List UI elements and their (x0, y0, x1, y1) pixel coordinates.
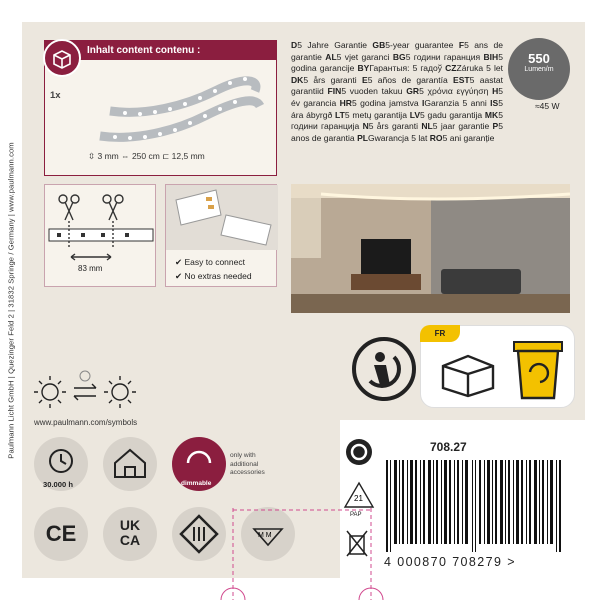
dimensions-label: ⇳ 3 mm ⇔ 250 cm ⊏ 12,5 mm (88, 151, 205, 161)
warranty-code: GB (372, 40, 386, 50)
content-header: Inhalt content contenu : (45, 41, 276, 60)
warranty-phrase: 5 vuoden takuu (341, 86, 407, 97)
symbols-url: www.paulmann.com/symbols (34, 418, 138, 427)
light-switch-icon (32, 370, 142, 412)
warranty-text (291, 40, 503, 144)
barcode (386, 460, 576, 552)
warranty-phrase: 5 vjet garanci (336, 51, 393, 62)
warranty-phrase: 5 anos de garantia (291, 121, 504, 143)
warranty-phrase: 5 χρόνια εγγύηση (419, 86, 493, 97)
warranty-phrase: 5 Jahre Garantie (297, 40, 373, 50)
connect-checklist (175, 255, 252, 283)
package-icon (433, 348, 503, 398)
warranty-code: IS (490, 97, 499, 108)
warranty-phrase: 5 godina jamstva (351, 97, 423, 108)
warranty-phrase: 5 ans de garantie (291, 40, 503, 62)
warranty-code: H (492, 86, 499, 97)
warranty-phrase: Záruka 5 let (456, 63, 503, 74)
warranty-code: N (362, 121, 369, 132)
side-address: Paulmann Licht GmbH | Quezinger Feld 2 | 31832 Springe / Germany | www.paulmann.com (6, 141, 16, 459)
warranty-phrase: 5-year guarantee (385, 40, 459, 50)
warranty-phrase: Gwarancja 5 lat (367, 132, 430, 143)
recycle-bin-icon (510, 336, 566, 402)
dimmable-label: dimmable (181, 480, 212, 487)
quantity-label: 1x (50, 90, 61, 101)
warranty-code: F (458, 40, 465, 50)
die-cut-guides (215, 508, 395, 600)
lifetime-hours: 30.000 h (43, 480, 73, 489)
warranty-code: AL (325, 51, 337, 62)
warranty-code: CZ (445, 63, 457, 74)
warranty-code: FIN (327, 86, 342, 97)
warranty-phrase: 5 godina garancije (291, 51, 503, 74)
warranty-phrase: 5 ani garanție (442, 132, 495, 143)
scissors-icon (45, 185, 157, 265)
warranty-phrase: 5 års garanti (368, 121, 422, 132)
cut-distance: 83 mm (78, 264, 103, 273)
warranty-phrase: 5 години гаранција (291, 109, 503, 132)
warranty-phrase: 5 años de garantía (367, 74, 454, 85)
warranty-code: E (362, 74, 368, 85)
green-dot-icon (344, 437, 374, 467)
led-strip-image (95, 71, 265, 146)
box-icon (43, 39, 81, 77)
warranty-code: EST (453, 74, 470, 85)
pap-label: PAP (350, 512, 362, 518)
warranty-phrase: 5 év garancia (291, 86, 504, 108)
fr-tag: FR (420, 325, 460, 342)
check-item-1: ✔ Easy to connect (175, 257, 245, 267)
warranty-code: BG (392, 51, 406, 62)
warranty-code: RO (429, 132, 443, 143)
room-photo (291, 184, 570, 313)
warranty-code: LT (335, 109, 345, 120)
warranty-code: DK (291, 74, 304, 85)
barcode-digits: 4 000870 708279 > (384, 555, 516, 569)
triman-icon (350, 335, 418, 403)
warranty-code: MK (484, 109, 499, 120)
warranty-code: PL (357, 132, 368, 143)
warranty-code: NL (421, 121, 433, 132)
svg-text:21: 21 (354, 494, 363, 503)
warranty-phrase: 5 години гаранция (405, 51, 484, 62)
check-item-2: ✔ No extras needed (175, 271, 252, 281)
warranty-code: D (291, 40, 298, 50)
warranty-phrase: 5 gadu garantija (420, 109, 485, 120)
lumen-unit: Lumen/m (524, 66, 554, 73)
ce-mark: CE (34, 507, 88, 561)
svg-text:M M: M M (258, 532, 272, 539)
warranty-code: P (492, 121, 499, 132)
warranty-code: GR (406, 86, 420, 97)
warranty-phrase: 5 ára ábyrgð (291, 97, 504, 120)
warranty-code: HR (339, 97, 352, 108)
warranty-code: BIH (483, 51, 499, 62)
warranty-code: I (422, 97, 425, 108)
warranty-phrase: Гарантыя: 5 гадоў (369, 63, 446, 74)
indoor-icon (103, 437, 157, 491)
lumen-value: 550 (528, 51, 550, 66)
ukca-mark: UK CA (103, 507, 157, 561)
article-number: 708.27 (430, 440, 467, 454)
warranty-code: LV (409, 109, 421, 120)
warranty-code: BY (357, 63, 370, 74)
warranty-phrase: 5 metų garantija (344, 109, 410, 120)
lumen-badge (508, 38, 570, 100)
warranty-phrase: 5 jaar garantie (432, 121, 493, 132)
warranty-phrase: 5 års garanti (303, 74, 362, 85)
warranty-phrase: 5 aastat garantiid (291, 74, 503, 97)
accessories-note: only with additional accessories (230, 452, 265, 476)
watt-label: ≈45 W (535, 101, 560, 111)
warranty-phrase: Garanzia 5 anni (424, 97, 491, 108)
connector-image (166, 185, 278, 250)
